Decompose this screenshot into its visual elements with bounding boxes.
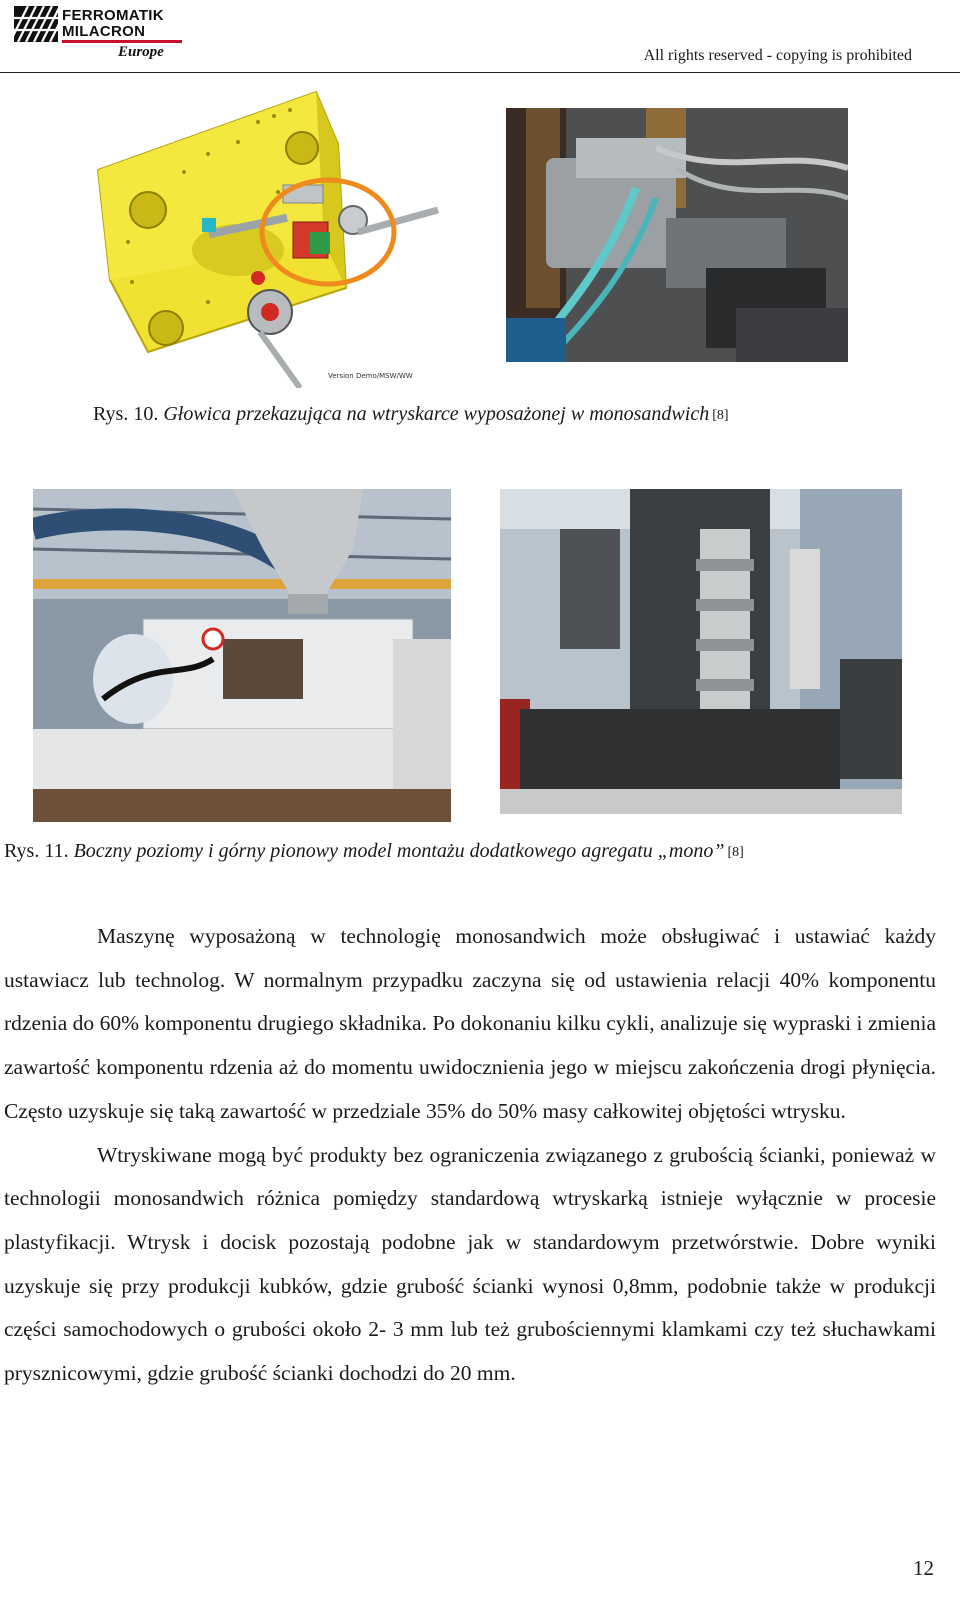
figure-11-ref: [8] bbox=[727, 845, 744, 860]
figure-10-cad-caption: Version Demo/MSW/WW bbox=[328, 372, 413, 380]
page-number: 12 bbox=[913, 1556, 934, 1580]
figure-11-label: Rys. 11. bbox=[4, 840, 69, 862]
figure-11-caption bbox=[4, 840, 744, 863]
figure-10-title: Głowica przekazująca na wtryskarce wyposażonej w monosandwich bbox=[163, 403, 710, 425]
paragraph-1: Maszynę wyposażoną w technologię monosandwich może obsługiwać i ustawiać każdy ustawiacz lub technolog. W normalnym przypadku zaczyna się od ustawienia relacji 40% komponentu rdzenia do 60% komponentu drugiego składnika. Po dokonaniu kilku cykli, analizuje się wypraski i zmienia zawartość komponentu rdzenia aż do momentu uwidocznienia jego w miejscu zakończenia drogi płynięcia. Często uzyskuje się taką zawartość w przedziale 35% do 50% masy całkowitej objętości wtrysku. bbox=[4, 924, 936, 1123]
figure-10-ref: [8] bbox=[712, 408, 729, 423]
body-text bbox=[4, 915, 936, 1396]
copyright-notice: All rights reserved - copying is prohibited bbox=[643, 47, 912, 64]
figure-11-right-photo bbox=[500, 489, 902, 814]
figure-10-caption bbox=[93, 403, 729, 426]
figure-11-title: Boczny poziomy i górny pionowy model montażu dodatkowego agregatu „mono” bbox=[73, 840, 725, 862]
figure-10-label: Rys. 10. bbox=[93, 403, 159, 425]
paragraph-2: Wtryskiwane mogą być produkty bez ograniczenia związanego z grubością ścianki, ponieważ w technologii monosandwich różnica pomiędzy standardową wtryskarką istnieje wyłącznie w procesie plastyfikacji. Wtrysk i docisk pozostają podobne jak w standardowym przetwórstwie. Dobre wyniki uzyskuje się przy produkcji kubków, gdzie grubość ścianki wynosi 0,8mm, podobnie także w produkcji części samochodowych o grubości około 2- 3 mm lub też grubościennymi klamkami czy też słuchawkami prysznicowymi, gdzie grubość ścianki dochodzi do 20 mm. bbox=[4, 1142, 936, 1386]
logo-red-bar bbox=[62, 40, 182, 43]
ferromatik-milacron-logo bbox=[14, 6, 174, 62]
page-header bbox=[0, 0, 960, 73]
logo-mark-icon bbox=[14, 6, 58, 42]
figure-10-photo bbox=[506, 108, 848, 362]
logo-text-ferromatik: FERROMATIK bbox=[62, 7, 164, 24]
logo-text-milacron: MILACRON bbox=[62, 23, 146, 40]
figure-11-left-photo bbox=[33, 489, 451, 822]
logo-text-europe: Europe bbox=[118, 44, 164, 60]
figure-10-cad-image bbox=[88, 82, 443, 388]
